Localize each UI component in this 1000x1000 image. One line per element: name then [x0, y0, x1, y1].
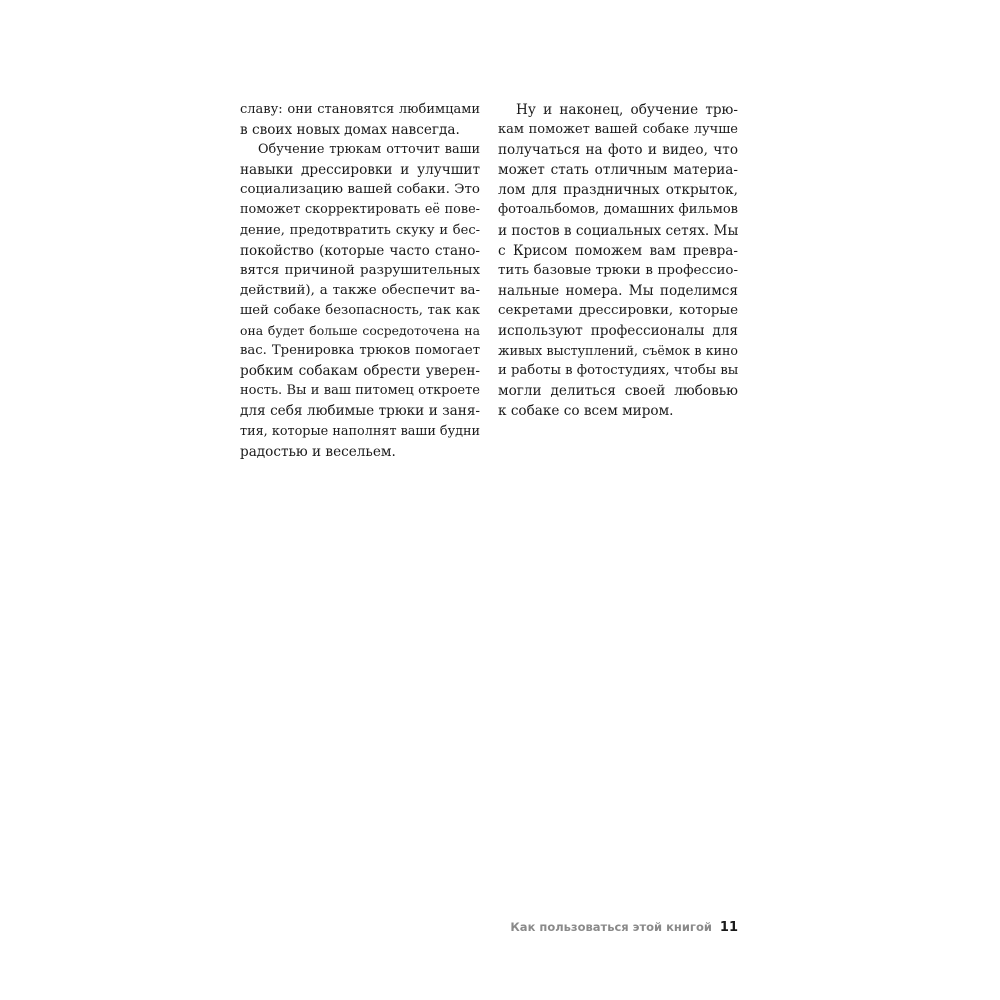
- text-line: нальные номера. Мы поделимся: [498, 282, 738, 299]
- text-line: используют профессионалы для: [498, 323, 738, 340]
- text-line: робким собакам обрести уверен-: [240, 363, 480, 380]
- text-line: живых выступлений, съёмок в кино: [498, 343, 738, 359]
- text-line: социализацию вашей собаки. Это: [240, 182, 480, 198]
- text-line: Обучение трюкам отточит ваши: [258, 142, 480, 158]
- text-line: получаться на фото и видео, что: [498, 142, 738, 159]
- running-head: Как пользоваться этой книгой: [510, 920, 712, 934]
- text-line: славу: они становятся любимцами: [240, 102, 480, 117]
- text-line: для себя любимые трюки и заня-: [240, 403, 480, 420]
- text-line: секретами дрессировки, которые: [498, 302, 738, 318]
- text-line: шей собаке безопасность, так как: [240, 302, 480, 318]
- text-line: кам поможет вашей собаке лучше: [498, 122, 738, 138]
- text-line: может стать отличным материа-: [498, 162, 738, 179]
- text-line: ность. Вы и ваш питомец откроете: [240, 383, 480, 399]
- text-column-right: [498, 100, 738, 422]
- page-number: 11: [719, 920, 738, 935]
- text-column-left: [240, 100, 480, 462]
- page-footer: [510, 916, 738, 936]
- text-line: тия, которые наполнят ваши будни: [240, 423, 480, 439]
- text-line: к собаке со всем миром.: [498, 403, 674, 420]
- text-line: поможет скорректировать её пове-: [240, 202, 480, 218]
- text-line: вас. Тренировка трюков помогает: [240, 343, 480, 359]
- text-line: могли делиться своей любовью: [498, 383, 738, 400]
- text-line: навыки дрессировки и улучшит: [240, 162, 480, 179]
- text-line: и постов в социальных сетях. Мы: [498, 222, 738, 239]
- text-line: она будет больше сосредоточена на: [240, 323, 480, 339]
- text-line: лом для праздничных открыток,: [498, 182, 738, 199]
- text-line: в своих новых домах навсегда.: [240, 122, 460, 139]
- text-line: дение, предотвратить скуку и бес-: [240, 222, 480, 238]
- text-line: радостью и весельем.: [240, 443, 396, 460]
- text-line: Ну и наконец, обучение трю-: [516, 102, 738, 118]
- text-line: действий), а также обеспечит ва-: [240, 282, 480, 298]
- text-line: и работы в фотостудиях, чтобы вы: [498, 363, 738, 379]
- text-line: тить базовые трюки в профессио-: [498, 262, 738, 278]
- text-line: вятся причиной разрушительных: [240, 262, 480, 278]
- text-line: фотоальбомов, домашних фильмов: [498, 202, 738, 218]
- text-line: покойство (которые часто стано-: [240, 242, 480, 259]
- text-line: с Крисом поможем вам превра-: [498, 242, 738, 259]
